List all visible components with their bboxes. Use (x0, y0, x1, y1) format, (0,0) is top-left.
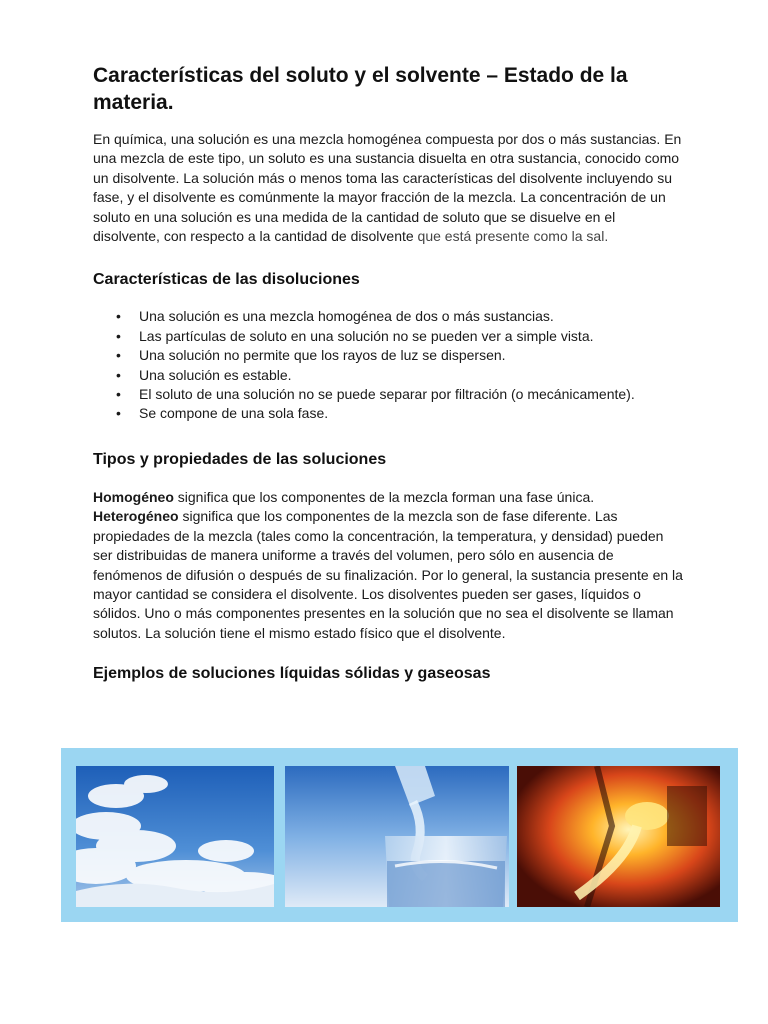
intro-paragraph (93, 130, 683, 246)
list-item: • Una solución es estable. (139, 366, 683, 385)
list-item: • Una solución es una mezcla homogénea de dos o más sustancias. (139, 307, 683, 326)
examples-image-strip (61, 748, 738, 922)
types-text-1: significa que los componentes de la mezcla forman una fase única. (173, 488, 595, 505)
page-title: Características del soluto y el solvente – Estado de la materia. (93, 64, 628, 114)
types-text-2: significa que los componentes de la mezcla son de fase diferente. Las propiedades de la mezcla (tales como la concentración, la temperatura, y densidad) pueden ser distribuidas de manera uniforme a través del volumen, pero sólo en ausencia de fenómenos de difusión o después de su finalización. Por lo general, la sustancia presente en la mayor cantidad se considera el disolvente. Los disolventes pueden ser gases, líquidos o sólidos. Uno o más componentes presentes en la solución que no sea el disolvente se llaman solutos. La solución tiene el mismo estado físico que el disolvente. (93, 508, 683, 641)
document-page (93, 62, 683, 683)
characteristics-list (93, 307, 683, 423)
water-glass-image (285, 766, 509, 907)
list-item: • El soluto de una solución no se puede separar por filtración (o mecánicamente). (139, 385, 683, 404)
list-item: • Una solución no permite que los rayos de luz se dispersen. (139, 346, 683, 365)
section-heading-disoluciones: Características de las disoluciones (93, 271, 360, 289)
intro-main-text: En química, una solución es una mezcla homogénea compuesta por dos o más sustancias. En una mezcla de este tipo, un soluto es una sustancia disuelta en otra sustancia, conocido como un disolvente. La solución más o menos toma las características del disolvente incluyendo su fase, y el disolvente es comúnmente la mayor fracción de la mezcla. La concentración de un soluto en una solución es una medida de la cantidad de soluto que se disuelve en el disolvente, con respecto a la cantidad de disolvente (93, 131, 682, 245)
intro-tail-text: que está presente como la sal. (413, 228, 609, 245)
term-homogeneo: Homogéneo (93, 488, 174, 505)
section-heading-tipos: Tipos y propiedades de las soluciones (93, 450, 387, 468)
molten-metal-image (517, 766, 720, 907)
term-heterogeneo: Heterogéneo (93, 508, 179, 525)
list-item: • Las partículas de soluto en una solución no se pueden ver a simple vista. (139, 327, 683, 346)
types-paragraph (93, 488, 683, 643)
list-item: • Se compone de una sola fase. (139, 404, 683, 423)
section-heading-ejemplos: Ejemplos de soluciones líquidas sólidas y gaseosas (93, 665, 491, 683)
sky-clouds-image (76, 766, 274, 907)
